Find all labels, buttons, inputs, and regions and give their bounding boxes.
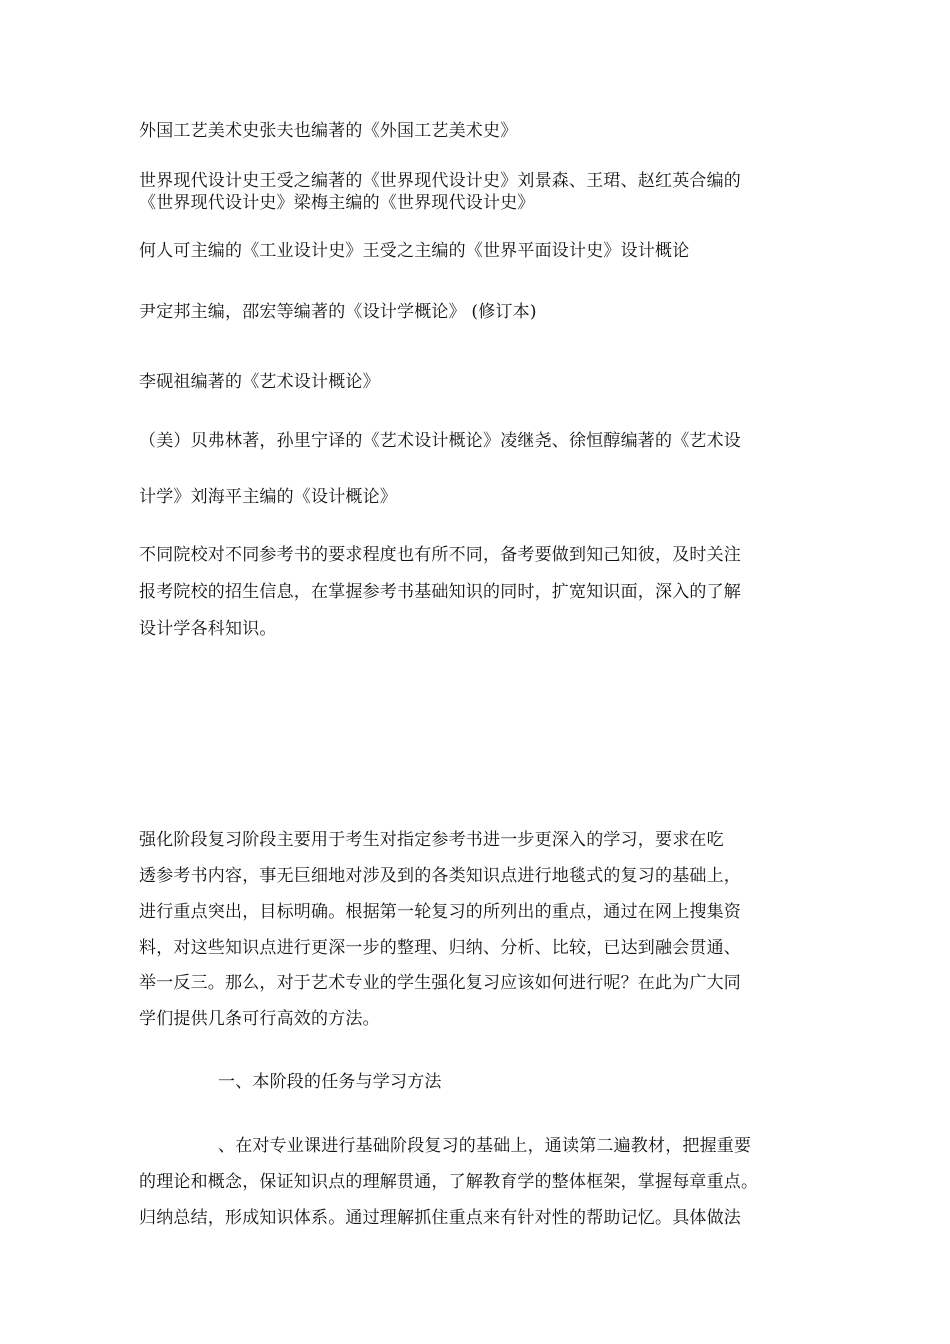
text-line-schools-2: 报考院校的招生信息，在掌握参考书基础知识的同时，扩宽知识面，深入的了解 [139,582,741,602]
text-line-method-2: 的理论和概念，保证知识点的理解贯通，了解教育学的整体框架，掌握每章重点。 [139,1172,759,1192]
text-line-world-design-history: 世界现代设计史王受之编著的《世界现代设计史》刘景森、王珺、赵红英合编的 [139,171,741,191]
text-line-intensive-2: 透参考书内容，事无巨细地对涉及到的各类知识点进行地毯式的复习的基础上， [139,866,741,886]
text-line-intensive-5: 举一反三。那么，对于艺术专业的学生强化复习应该如何进行呢？在此为广大同 [139,973,741,993]
text-line-schools-1: 不同院校对不同参考书的要求程度也有所不同，备考要做到知己知彼，及时关注 [139,545,741,565]
text-line-method-1: 、在对专业课进行基础阶段复习的基础上，通读第二遍教材，把握重要 [218,1136,752,1156]
text-line-intensive-4: 料，对这些知识点进行更深一步的整理、归纳、分析、比较，已达到融会贯通、 [139,938,741,958]
text-line-bevlin-translation: （美）贝弗林著，孙里宁译的《艺术设计概论》凌继尧、徐恒醇编著的《艺术设 [139,431,741,451]
text-line-art-design-intro: 李砚祖编著的《艺术设计概论》 [139,372,380,392]
text-line-foreign-craft-history: 外国工艺美术史张夫也编著的《外国工艺美术史》 [139,121,518,141]
text-line-intensive-3: 进行重点突出，目标明确。根据第一轮复习的所列出的重点，通过在网上搜集资 [139,902,741,922]
text-line-industrial-design-history: 何人可主编的《工业设计史》王受之主编的《世界平面设计史》设计概论 [139,241,690,261]
text-line-art-design-cont: 计学》刘海平主编的《设计概论》 [139,487,397,507]
text-line-world-design-history-cont: 《世界现代设计史》梁梅主编的《世界现代设计史》 [139,193,535,213]
text-line-method-3: 归纳总结，形成知识体系。通过理解抓住重点来有针对性的帮助记忆。具体做法 [139,1208,741,1228]
section-heading: 一、本阶段的任务与学习方法 [218,1072,442,1092]
text-line-intensive-1: 强化阶段复习阶段主要用于考生对指定参考书进一步更深入的学习，要求在吃 [139,830,724,850]
text-line-intensive-6: 学们提供几条可行高效的方法。 [139,1009,380,1029]
text-line-design-intro: 尹定邦主编，邵宏等编著的《设计学概论》 (修订本) [139,302,537,322]
text-line-schools-3: 设计学各科知识。 [139,619,277,639]
